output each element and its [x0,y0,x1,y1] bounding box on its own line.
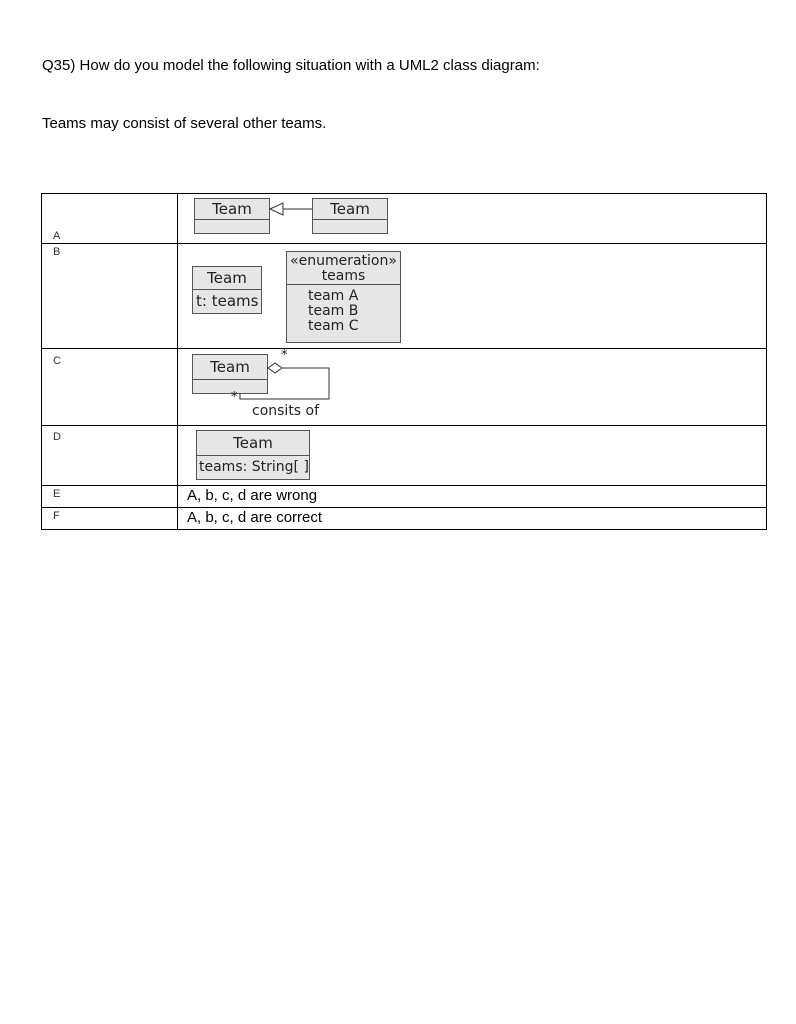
generalization-arrow [178,194,478,244]
option-letter-d [42,426,178,486]
option-letter-f-label: F [53,510,60,522]
class-name-team-left: Team [195,199,269,220]
option-text-e [178,486,767,508]
option-letter-e [42,486,178,508]
self-aggregation-association [178,349,478,426]
class-name-team: Team [193,267,261,290]
option-letter-e-label: E [53,488,61,500]
class-name-team: Team [197,431,309,456]
question-text: Q35) How do you model the following situation with a UML2 class diagram: [42,57,540,74]
association-label: consits of [252,403,320,419]
option-diagram-d [178,426,767,486]
option-letter-b [42,244,178,349]
option-f-text: A, b, c, d are correct [187,509,323,526]
option-row-c [42,349,767,426]
class-attribute: t: teams [196,292,259,310]
enum-value: team A [308,288,359,304]
option-row-a [42,194,767,244]
option-letter-b-label: B [53,246,61,258]
class-box-team [192,266,262,314]
enum-stereotype: «enumeration» [290,253,397,269]
option-letter-a-label: A [53,230,61,242]
option-letter-f [42,508,178,530]
option-row-e [42,486,767,508]
option-letter-d-label: D [53,431,61,443]
problem-statement: Teams may consist of several other teams. [42,115,327,132]
option-text-f [178,508,767,530]
enum-values [287,285,400,334]
class-name-team: Team [193,355,267,380]
class-name-team-right: Team [313,199,387,220]
option-letter-c-label: C [53,355,61,367]
class-box-team [196,430,310,480]
option-row-f [42,508,767,530]
multiplicity-top: * [281,348,288,363]
option-diagram-c [178,349,767,426]
enum-header [287,252,400,285]
option-letter-a [42,194,178,244]
option-row-d [42,426,767,486]
multiplicity-bottom: * [231,390,238,405]
answer-options-table [41,193,767,530]
enum-value: team C [308,318,359,334]
option-diagram-b [178,244,767,349]
enum-name: teams [321,268,366,284]
enum-box-teams [286,251,401,343]
option-diagram-a [178,194,767,244]
option-letter-c [42,349,178,426]
option-row-b [42,244,767,349]
class-attribute: teams: String[ ] [199,459,309,475]
enum-value: team B [308,303,359,319]
option-e-text: A, b, c, d are wrong [187,487,318,504]
